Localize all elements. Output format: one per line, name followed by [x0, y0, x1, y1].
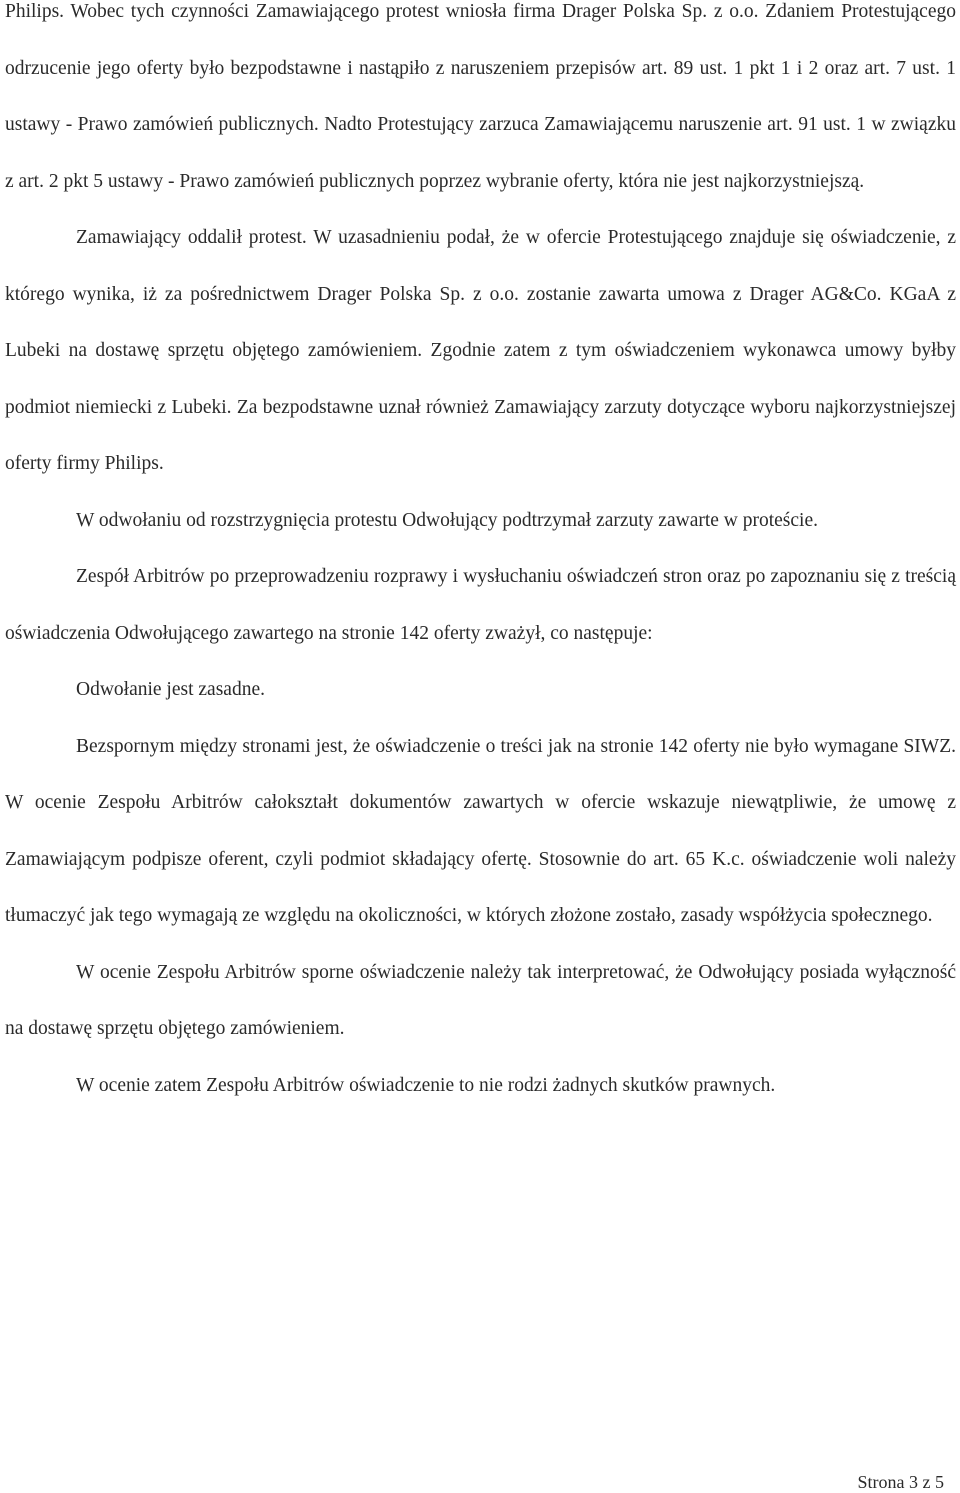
paragraph-interpretation: W ocenie Zespołu Arbitrów sporne oświadczenie należy tak interpretować, że Odwołujący posiada wyłączność na dostawę sprzętu objętego zamówieniem. — [5, 961, 956, 1039]
paragraph-undisputed-facts: Bezspornym między stronami jest, że oświadczenie o treści jak na stronie 142 oferty nie było wymagane SIWZ. W ocenie Zespołu Arbitrów całokształt dokumentów zawartych w ofercie wskazuje niewątpliwie, że umowę z Zamawiającym podpisze oferent, czyli podmiot składający ofertę. Stosownie do art. 65 K.c. oświadczenie woli należy tłumaczyć jak tego wymagają ze względu na okoliczności, w których złożone zostało, zasady współżycia społecznego. — [5, 735, 956, 926]
paragraph-protest-rejection: Zamawiający oddalił protest. W uzasadnieniu podał, że w ofercie Protestującego znajduje się oświadczenie, z którego wynika, iż za pośrednictwem Drager Polska Sp. z o.o. zostanie zawarta umowa z Drager AG&Co. KGaA z Lubeki na dostawę sprzętu objętego zamówieniem. Zgodnie zatem z tym oświadczeniem wykonawca umowy byłby podmiot niemiecki z Lubeki. Za bezpodstawne uznał również Zamawiający zarzuty dotyczące wyboru najkorzystniejszej oferty firmy Philips. — [5, 227, 956, 474]
paragraph-appeal-justified: Odwołanie jest zasadne. — [76, 679, 265, 700]
paragraph-protest-background: Philips. Wobec tych czynności Zamawiającego protest wniosła firma Drager Polska Sp. z o.o. Zdaniem Protestującego odrzucenie jego oferty było bezpodstawne i nastąpiło z naruszeniem przepisów art. 89 ust. 1 pkt 1 i 2 oraz art. 7 ust. 1 ustawy - Prawo zamówień publicznych. Nadto Protestujący zarzuca Zamawiającemu naruszenie art. 91 ust. 1 w związku z art. 2 pkt 5 ustawy - Prawo zamówień publicznych poprzez wybranie oferty, która nie jest najkorzystniejszą. — [5, 1, 956, 192]
paragraph-appeal: W odwołaniu od rozstrzygnięcia protestu Odwołujący podtrzymał zarzuty zawarte w proteście. — [76, 509, 818, 531]
paragraph-tribunal-considerations: Zespół Arbitrów po przeprowadzeniu rozprawy i wysłuchaniu oświadczeń stron oraz po zapoznaniu się z treścią oświadczenia Odwołującego zawartego na stronie 142 oferty zważył, co następuje: — [5, 566, 956, 644]
document-page — [5, 0, 956, 1114]
page-number: Strona 3 z 5 — [857, 1472, 944, 1492]
paragraph-no-legal-effect: W ocenie zatem Zespołu Arbitrów oświadczenie to nie rodzi żadnych skutków prawnych. — [76, 1074, 776, 1096]
